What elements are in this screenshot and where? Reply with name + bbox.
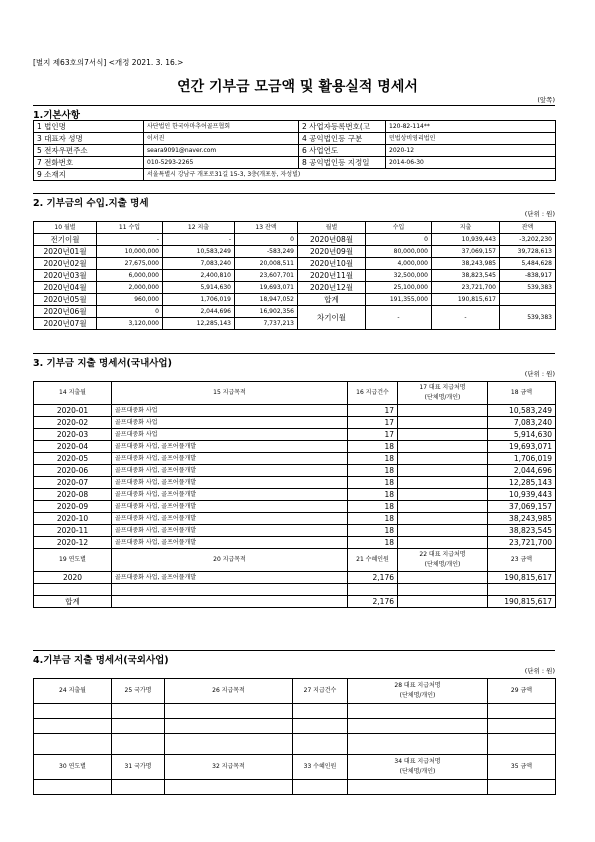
- income-expense-table: [33, 221, 556, 330]
- empty-cell: [488, 719, 556, 734]
- table-row: [34, 441, 556, 453]
- amount-cell: 23,721,700: [488, 537, 556, 549]
- empty-cell: [348, 719, 488, 734]
- purpose-cell: 골프대중화 사업, 골프어플개발: [112, 489, 348, 501]
- month-cell: 2020년05월: [34, 294, 97, 306]
- unit-label: (단위 : 원): [524, 370, 555, 378]
- expense-cell: 23,721,700: [432, 282, 500, 294]
- month-cell: 2020-12: [34, 537, 112, 549]
- balance-cell: 18,947,052: [235, 294, 298, 306]
- column-header: 14 지출월: [34, 382, 112, 405]
- empty-cell: [165, 704, 293, 719]
- balance-cell: -583,249: [235, 246, 298, 258]
- field-label: 7 전화번호: [34, 157, 144, 169]
- month-cell: 2020년01월: [34, 246, 97, 258]
- section-4-title: 4.기부금 지출 명세서(국외사업): [33, 655, 169, 666]
- purpose-cell: 골프대중화 사업: [112, 429, 348, 441]
- unit-label: (단위 : 원): [524, 667, 555, 675]
- month-cell: 전기이월: [34, 234, 97, 246]
- column-header: 30 연도별: [34, 755, 112, 780]
- expense-cell: 2,400,810: [163, 270, 235, 282]
- payee-cell: [398, 453, 488, 465]
- table-row: [34, 465, 556, 477]
- month-cell: 2020년10월: [298, 258, 366, 270]
- income-cell: 0: [366, 234, 432, 246]
- table-row: [34, 537, 556, 549]
- purpose-cell: 골프대중화 사업, 골프어플개발: [112, 525, 348, 537]
- table-row: [34, 780, 556, 795]
- payee-cell: [398, 477, 488, 489]
- table-row: [34, 169, 556, 181]
- purpose-cell: 골프대중화 사업, 골프어플개발: [112, 477, 348, 489]
- table-row: [34, 719, 556, 734]
- amount-cell: 38,243,985: [488, 513, 556, 525]
- column-header: 11 수입: [97, 222, 163, 234]
- table-header-row: [34, 222, 556, 234]
- month-cell: 2020-10: [34, 513, 112, 525]
- count-cell: 18: [348, 465, 398, 477]
- empty-cell: [34, 704, 112, 719]
- column-header: 10 월별: [34, 222, 97, 234]
- column-header: 31 국가명: [112, 755, 165, 780]
- table-row: [34, 584, 556, 596]
- empty-cell: [293, 719, 348, 734]
- count-cell: 18: [348, 501, 398, 513]
- section-3-title: 3. 기부금 지출 명세서(국내사업): [33, 358, 172, 369]
- empty-cell: [293, 734, 348, 755]
- payee-cell: [398, 405, 488, 417]
- field-label: 2 사업자등록번호(고: [299, 121, 386, 133]
- table-row: [34, 572, 556, 584]
- purpose-cell: 골프대중화 사업, 골프어플개발: [112, 572, 348, 584]
- column-header: 15 지급목적: [112, 382, 348, 405]
- income-cell: 27,675,000: [97, 258, 163, 270]
- month-cell: 2020-09: [34, 501, 112, 513]
- table-row: [34, 501, 556, 513]
- empty-cell: [488, 734, 556, 755]
- purpose-cell: 골프대중화 사업: [112, 405, 348, 417]
- income-cell: 4,000,000: [366, 258, 432, 270]
- empty-cell: [293, 780, 348, 795]
- form-number: [별지 제63호의7서식] <개정 2021. 3. 16.>: [33, 58, 184, 67]
- empty-cell: [34, 734, 112, 755]
- count-cell: 17: [348, 405, 398, 417]
- empty-cell: [112, 734, 165, 755]
- empty-cell: [348, 780, 488, 795]
- column-header: 34 대표 지급처명 (단체명/개인): [348, 755, 488, 780]
- balance-cell: 39,728,613: [500, 246, 556, 258]
- table-row: [34, 133, 556, 145]
- balance-cell: 19,693,071: [235, 282, 298, 294]
- amount-cell: 1,706,019: [488, 453, 556, 465]
- income-cell: -: [366, 306, 432, 330]
- table-row: [34, 734, 556, 755]
- month-cell: 2020년03월: [34, 270, 97, 282]
- balance-cell: 5,484,628: [500, 258, 556, 270]
- table-row: [34, 453, 556, 465]
- empty-cell: [348, 704, 488, 719]
- month-cell: 2020년02월: [34, 258, 97, 270]
- column-header: 27 지급건수: [293, 679, 348, 704]
- field-label: 9 소재지: [34, 169, 144, 181]
- column-header: 33 수혜인원: [293, 755, 348, 780]
- table-row: [34, 417, 556, 429]
- amount-cell: 7,083,240: [488, 417, 556, 429]
- field-value: 2014-06-30: [386, 157, 556, 169]
- balance-cell: 539,383: [500, 306, 556, 330]
- field-value: 2020-12: [386, 145, 556, 157]
- page-side-label: (앞쪽): [537, 96, 555, 104]
- table-row: [34, 157, 556, 169]
- field-value: 010-5293-2265: [144, 157, 299, 169]
- empty-cell: [398, 596, 488, 608]
- overseas-expense-table: [33, 678, 556, 795]
- purpose-cell: 골프대중화 사업, 골프어플개발: [112, 453, 348, 465]
- balance-cell: 23,607,701: [235, 270, 298, 282]
- empty-cell: [293, 704, 348, 719]
- month-cell: 2020-07: [34, 477, 112, 489]
- month-cell: 2020년09월: [298, 246, 366, 258]
- amount-cell: 37,069,157: [488, 501, 556, 513]
- empty-cell: [488, 584, 556, 596]
- column-header: 13 잔액: [235, 222, 298, 234]
- beneficiary-count-cell: 2,176: [348, 572, 398, 584]
- count-cell: 18: [348, 525, 398, 537]
- month-cell: 2020-03: [34, 429, 112, 441]
- empty-cell: [398, 584, 488, 596]
- column-header: 지출: [432, 222, 500, 234]
- empty-cell: [488, 704, 556, 719]
- amount-cell: 10,583,249: [488, 405, 556, 417]
- month-cell: 2020년08월: [298, 234, 366, 246]
- page-title: 연간 기부금 모금액 및 활용실적 명세서: [177, 79, 418, 95]
- column-header: 24 지출월: [34, 679, 112, 704]
- column-header: 32 지급목적: [165, 755, 293, 780]
- unit-label: (단위 : 원): [524, 210, 555, 218]
- balance-cell: [500, 294, 556, 306]
- field-label: 8 공익법인등 지정일: [299, 157, 386, 169]
- table-row: [34, 246, 556, 258]
- empty-cell: [34, 780, 112, 795]
- empty-cell: [34, 719, 112, 734]
- count-cell: 18: [348, 453, 398, 465]
- payee-cell: [398, 572, 488, 584]
- table-row: [34, 145, 556, 157]
- month-cell: 2020년06월: [34, 306, 97, 318]
- payee-cell: [398, 501, 488, 513]
- empty-cell: [112, 719, 165, 734]
- column-header: 23 금액: [488, 549, 556, 572]
- table-row: [34, 405, 556, 417]
- count-cell: 18: [348, 477, 398, 489]
- expense-cell: 5,914,630: [163, 282, 235, 294]
- expense-cell: 2,044,696: [163, 306, 235, 318]
- total-amount-cell: 190,815,617: [488, 596, 556, 608]
- table-row: [34, 121, 556, 133]
- balance-cell: 7,737,213: [235, 318, 298, 330]
- amount-cell: 2,044,696: [488, 465, 556, 477]
- empty-cell: [488, 780, 556, 795]
- empty-cell: [348, 734, 488, 755]
- expense-cell: -: [432, 306, 500, 330]
- month-cell: 2020년11월: [298, 270, 366, 282]
- month-cell: 2020-04: [34, 441, 112, 453]
- column-header: 25 국가명: [112, 679, 165, 704]
- balance-cell: 539,383: [500, 282, 556, 294]
- income-cell: 0: [97, 306, 163, 318]
- section-2-title: 2. 기부금의 수입.지출 명세: [33, 198, 149, 209]
- income-cell: 25,100,000: [366, 282, 432, 294]
- purpose-cell: 골프대중화 사업, 골프어플개발: [112, 441, 348, 453]
- month-cell: 2020-05: [34, 453, 112, 465]
- table-header-row: [34, 679, 556, 704]
- payee-cell: [398, 513, 488, 525]
- income-cell: 32,500,000: [366, 270, 432, 282]
- column-header: 잔액: [500, 222, 556, 234]
- field-label: 6 사업연도: [299, 145, 386, 157]
- column-header: 35 금액: [488, 755, 556, 780]
- expense-cell: 38,823,545: [432, 270, 500, 282]
- field-value: 민법상비영리법인: [386, 133, 556, 145]
- year-cell: 2020: [34, 572, 112, 584]
- field-value: 120-82-114**: [386, 121, 556, 133]
- beneficiary-count-cell: 2,176: [348, 596, 398, 608]
- payee-cell: [398, 417, 488, 429]
- table-row: [34, 525, 556, 537]
- balance-cell: 20,008,511: [235, 258, 298, 270]
- month-cell: 2020-11: [34, 525, 112, 537]
- column-header: 17 대표 지급처명 (단체명/개인): [398, 382, 488, 405]
- table-row: [34, 704, 556, 719]
- table-row: [34, 429, 556, 441]
- income-cell: 80,000,000: [366, 246, 432, 258]
- income-cell: -: [97, 234, 163, 246]
- expense-cell: 38,243,985: [432, 258, 500, 270]
- table-row: [34, 306, 556, 318]
- amount-cell: 190,815,617: [488, 572, 556, 584]
- month-cell: 2020-08: [34, 489, 112, 501]
- amount-cell: 38,823,545: [488, 525, 556, 537]
- table-header-row: [34, 382, 556, 405]
- amount-cell: 10,939,443: [488, 489, 556, 501]
- empty-cell: [112, 780, 165, 795]
- field-value: 서울특별시 강남구 개포로31길 15-3, 3층(개포동, 자성빌): [144, 169, 556, 181]
- income-cell: 191,355,000: [366, 294, 432, 306]
- expense-cell: 7,083,240: [163, 258, 235, 270]
- purpose-cell: 골프대중화 사업: [112, 417, 348, 429]
- expense-cell: 1,706,019: [163, 294, 235, 306]
- payee-cell: [398, 429, 488, 441]
- table-row: [34, 489, 556, 501]
- empty-cell: [112, 704, 165, 719]
- empty-cell: [165, 734, 293, 755]
- empty-cell: [112, 596, 348, 608]
- total-row: [34, 596, 556, 608]
- column-header: 22 대표 지급처명 (단체명/개인): [398, 549, 488, 572]
- income-cell: 960,000: [97, 294, 163, 306]
- payee-cell: [398, 465, 488, 477]
- amount-cell: 12,285,143: [488, 477, 556, 489]
- field-value: 이서진: [144, 133, 299, 145]
- column-header: 28 대표 지급처명 (단체명/개인): [348, 679, 488, 704]
- month-cell: 2020-01: [34, 405, 112, 417]
- section-divider: [33, 193, 555, 194]
- expense-cell: 190,815,617: [432, 294, 500, 306]
- table-row: [34, 270, 556, 282]
- section-1-title: 1.기본사항: [33, 110, 80, 121]
- expense-cell: 10,939,443: [432, 234, 500, 246]
- field-label: 5 전자우편주소: [34, 145, 144, 157]
- count-cell: 18: [348, 489, 398, 501]
- column-header: 29 금액: [488, 679, 556, 704]
- field-label: 1 법인명: [34, 121, 144, 133]
- empty-cell: [112, 584, 348, 596]
- expense-cell: 12,285,143: [163, 318, 235, 330]
- table-row: [34, 258, 556, 270]
- month-cell: 2020-02: [34, 417, 112, 429]
- purpose-cell: 골프대중화 사업, 골프어플개발: [112, 465, 348, 477]
- table-row: [34, 513, 556, 525]
- payee-cell: [398, 441, 488, 453]
- income-cell: 6,000,000: [97, 270, 163, 282]
- table-row: [34, 477, 556, 489]
- expense-cell: 37,069,157: [432, 246, 500, 258]
- amount-cell: 19,693,071: [488, 441, 556, 453]
- section-divider: [33, 105, 555, 106]
- section-divider: [33, 650, 555, 651]
- purpose-cell: 골프대중화 사업, 골프어플개발: [112, 537, 348, 549]
- column-header: 월별: [298, 222, 366, 234]
- column-header: 18 금액: [488, 382, 556, 405]
- field-label: 4 공익법인등 구분: [299, 133, 386, 145]
- column-header: 20 지급목적: [112, 549, 348, 572]
- empty-cell: [165, 719, 293, 734]
- column-header: 12 지출: [163, 222, 235, 234]
- month-cell: 2020년12월: [298, 282, 366, 294]
- field-value: 사단법인 한국아마추어골프협회: [144, 121, 299, 133]
- payee-cell: [398, 489, 488, 501]
- field-value: seara9091@naver.com: [144, 145, 299, 157]
- month-cell: 2020-06: [34, 465, 112, 477]
- table-row: [34, 294, 556, 306]
- month-cell: 2020년07월: [34, 318, 97, 330]
- balance-cell: 0: [235, 234, 298, 246]
- field-label: 3 대표자 성명: [34, 133, 144, 145]
- total-label: 합계: [34, 596, 112, 608]
- empty-cell: [34, 584, 112, 596]
- purpose-cell: 골프대중화 사업, 골프어플개발: [112, 501, 348, 513]
- expense-cell: 10,583,249: [163, 246, 235, 258]
- column-header: 26 지급목적: [165, 679, 293, 704]
- purpose-cell: 골프대중화 사업, 골프어플개발: [112, 513, 348, 525]
- payee-cell: [398, 525, 488, 537]
- empty-cell: [165, 780, 293, 795]
- column-header: 16 지급건수: [348, 382, 398, 405]
- balance-cell: 16,902,356: [235, 306, 298, 318]
- column-header: 19 연도별: [34, 549, 112, 572]
- income-cell: 2,000,000: [97, 282, 163, 294]
- month-cell: 합계: [298, 294, 366, 306]
- count-cell: 18: [348, 513, 398, 525]
- count-cell: 17: [348, 417, 398, 429]
- expense-cell: -: [163, 234, 235, 246]
- balance-cell: -838,917: [500, 270, 556, 282]
- empty-cell: [348, 584, 398, 596]
- basic-info-table: [33, 120, 556, 181]
- month-cell: 2020년04월: [34, 282, 97, 294]
- table-row: [34, 282, 556, 294]
- table-header-row: [34, 755, 556, 780]
- table-row: [34, 234, 556, 246]
- count-cell: 18: [348, 441, 398, 453]
- carry-over-label: 차기이월: [298, 306, 366, 330]
- domestic-expense-table: [33, 381, 556, 608]
- column-header: 수입: [366, 222, 432, 234]
- table-header-row: [34, 549, 556, 572]
- income-cell: 10,000,000: [97, 246, 163, 258]
- income-cell: 3,120,000: [97, 318, 163, 330]
- section-divider: [33, 353, 555, 354]
- column-header: 21 수혜인원: [348, 549, 398, 572]
- count-cell: 18: [348, 537, 398, 549]
- payee-cell: [398, 537, 488, 549]
- balance-cell: -3,202,230: [500, 234, 556, 246]
- amount-cell: 5,914,630: [488, 429, 556, 441]
- count-cell: 17: [348, 429, 398, 441]
